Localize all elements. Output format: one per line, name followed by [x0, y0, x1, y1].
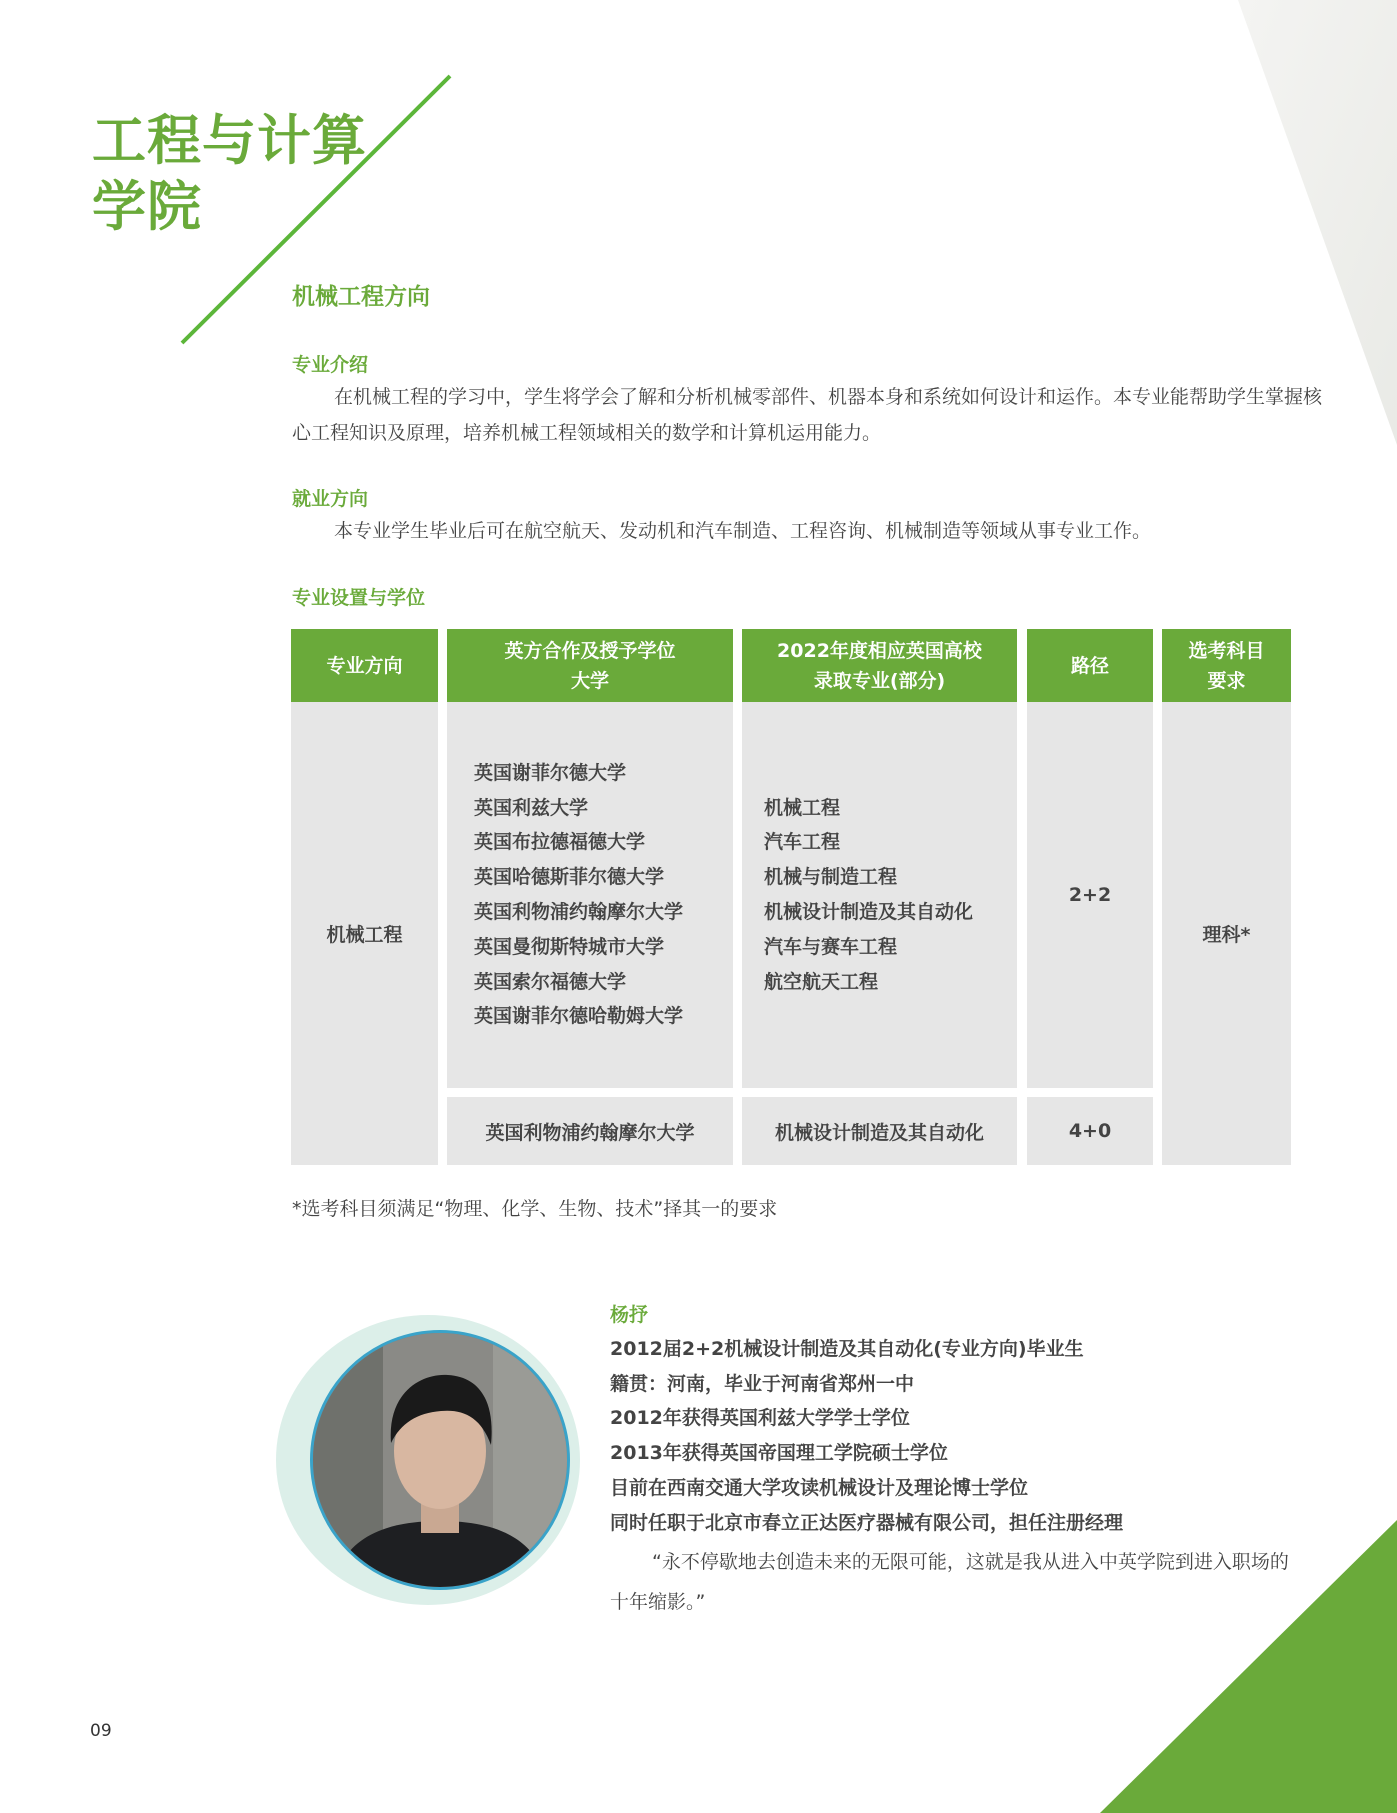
- career-heading: 就业方向: [292, 488, 369, 510]
- uk-major-item: 航空航天工程: [764, 970, 879, 993]
- college-title-line1: 工程与计算: [92, 109, 367, 172]
- page-number: 09: [90, 1721, 112, 1741]
- university-item: 英国索尔福德大学: [474, 970, 627, 993]
- subject-note: *选考科目须满足“物理、化学、生物、技术”择其一的要求: [292, 1198, 778, 1220]
- profile-name: 杨抒: [610, 1304, 649, 1326]
- profile-line: 2012年获得英国利兹大学学士学位: [610, 1407, 910, 1430]
- profile-quote: “永不停歇地去创造未来的无限可能，这就是我从进入中英学院到进入职场的十年缩影。”: [610, 1551, 1289, 1613]
- uk-major-cell-row2: 机械设计制造及其自动化: [742, 1097, 1017, 1165]
- university-item: 英国谢菲尔德大学: [474, 761, 627, 784]
- university-item: 英国曼彻斯特城市大学: [474, 935, 665, 958]
- path-cell-row2: 4+0: [1027, 1097, 1153, 1165]
- table-header-university: 英方合作及授予学位大学: [447, 629, 733, 702]
- uk-major-item: 机械与制造工程: [764, 866, 898, 889]
- university-item: 英国利兹大学: [474, 796, 589, 819]
- path-cell-row1: 2+2: [1027, 702, 1153, 1088]
- person-photo-icon: [313, 1333, 567, 1587]
- table-header-direction: 专业方向: [291, 629, 438, 702]
- college-title: [92, 108, 367, 240]
- university-cell-row2: 英国利物浦约翰摩尔大学: [447, 1097, 733, 1165]
- uk-majors-cell: [742, 702, 1017, 1088]
- profile-details: [610, 1332, 1123, 1540]
- university-item: 英国哈德斯菲尔德大学: [474, 866, 665, 889]
- university-item: 英国谢菲尔德哈勒姆大学: [474, 1005, 684, 1028]
- uk-major-item: 机械设计制造及其自动化: [764, 901, 974, 923]
- uk-major-item: 汽车与赛车工程: [764, 935, 898, 958]
- subject-requirement-cell: 理科*: [1162, 702, 1291, 1165]
- uk-major-item: 机械工程: [764, 796, 841, 819]
- profile-line: 籍贯：河南，毕业于河南省郑州一中: [610, 1372, 915, 1395]
- intro-heading: 专业介绍: [292, 354, 369, 376]
- profile-line: 2012届2+2机械设计制造及其自动化(专业方向)毕业生: [610, 1338, 1084, 1360]
- universities-cell: [447, 702, 733, 1088]
- uk-major-item: 汽车工程: [764, 831, 841, 854]
- intro-text: 在机械工程的学习中，学生将学会了解和分析机械零部件、机器本身和系统如何设计和运作。本专业能帮助学生掌握核心工程知识及原理，培养机械工程领域相关的数学和计算机运用能力。: [292, 386, 1323, 444]
- table-header-uk-major: 2022年度相应英国高校录取专业(部分): [742, 629, 1017, 702]
- profile-line: 目前在西南交通大学攻读机械设计及理论博士学位: [610, 1476, 1029, 1499]
- university-item: 英国利物浦约翰摩尔大学: [474, 901, 684, 923]
- table-header-subject: 选考科目要求: [1162, 629, 1291, 702]
- profile-line: 2013年获得英国帝国理工学院硕士学位: [610, 1442, 948, 1465]
- direction-cell: 机械工程: [291, 702, 438, 1165]
- university-item: 英国布拉德福德大学: [474, 831, 646, 854]
- career-text: 本专业学生毕业后可在航空航天、发动机和汽车制造、工程咨询、机械制造等领域从事专业工作。: [334, 520, 1152, 542]
- major-title: 机械工程方向: [292, 284, 430, 310]
- profile-line: 同时任职于北京市春立正达医疗器械有限公司，担任注册经理: [610, 1511, 1124, 1534]
- programs-heading: 专业设置与学位: [292, 587, 426, 609]
- table-header-path: 路径: [1027, 629, 1153, 702]
- college-title-line2: 学院: [92, 175, 202, 238]
- avatar: [310, 1330, 570, 1590]
